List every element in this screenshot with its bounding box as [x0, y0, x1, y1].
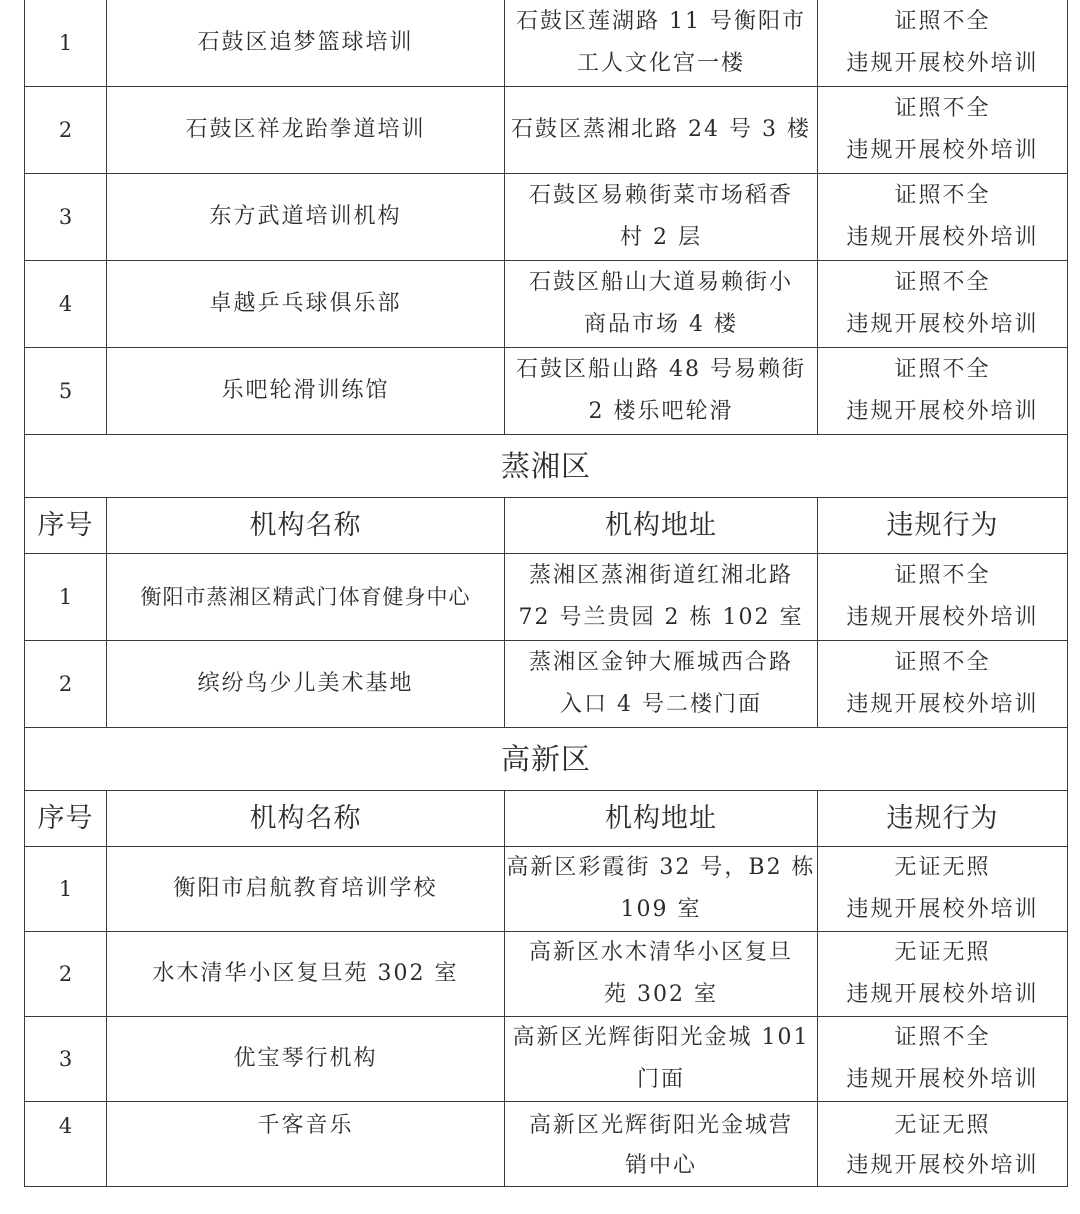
institution-name: 衡阳市启航教育培训学校: [107, 847, 505, 932]
violation-behavior: [818, 1102, 1068, 1187]
institution-name: 缤纷鸟少儿美术基地: [107, 641, 505, 728]
violation-line: 证照不全: [894, 650, 991, 675]
table-row: [25, 1102, 1068, 1187]
violation-line: 证照不全: [894, 9, 991, 34]
violation-line: 证照不全: [894, 563, 991, 588]
institution-address: [505, 554, 818, 641]
row-number: 2: [25, 932, 107, 1017]
violation-table: [24, 0, 1067, 1187]
row-number: 2: [25, 87, 107, 174]
institution-name: 东方武道培训机构: [107, 174, 505, 261]
row-number: 2: [25, 641, 107, 728]
address-line: 入口 4 号二楼门面: [560, 692, 762, 717]
violation-behavior: [818, 87, 1068, 174]
section-title-row: [25, 728, 1068, 791]
institution-address: [505, 174, 818, 261]
institution-address: [505, 0, 818, 87]
address-line: 石鼓区莲湖路 11 号衡阳市: [516, 9, 806, 34]
violation-line: 无证无照: [894, 855, 991, 880]
shigu-table: [24, 0, 1068, 1187]
table-row: [25, 932, 1068, 1017]
table-row: [25, 847, 1068, 932]
institution-name: 水木清华小区复旦苑 302 室: [107, 932, 505, 1017]
institution-address: [505, 932, 818, 1017]
violation-line: 违规开展校外培训: [846, 138, 1039, 163]
violation-behavior: [818, 174, 1068, 261]
column-header-row: [25, 498, 1068, 554]
violation-line: 证照不全: [894, 1025, 991, 1050]
address-line: 销中心: [624, 1153, 697, 1178]
table-row: [25, 554, 1068, 641]
address-line: 石鼓区船山路 48 号易赖街: [516, 357, 806, 382]
table-row: [25, 1017, 1068, 1102]
header-violation: 违规行为: [818, 498, 1068, 554]
institution-address: [505, 1102, 818, 1187]
violation-line: 无证无照: [894, 940, 991, 965]
row-number: 1: [25, 847, 107, 932]
table-row: [25, 261, 1068, 348]
violation-line: 违规开展校外培训: [846, 692, 1039, 717]
violation-line: 证照不全: [894, 357, 991, 382]
violation-line: 违规开展校外培训: [846, 399, 1039, 424]
institution-name: 乐吧轮滑训练馆: [107, 348, 505, 435]
institution-address: [505, 261, 818, 348]
address-line: 村 2 层: [620, 225, 702, 250]
table-row: [25, 174, 1068, 261]
address-line: 109 室: [620, 897, 702, 922]
section-title-row: [25, 435, 1068, 498]
violation-line: 违规开展校外培训: [846, 312, 1039, 337]
violation-behavior: [818, 261, 1068, 348]
institution-name: 千客音乐: [107, 1102, 505, 1187]
row-number: 5: [25, 348, 107, 435]
address-line: 高新区彩霞街 32 号，B2 栋: [506, 855, 816, 880]
violation-behavior: [818, 348, 1068, 435]
violation-behavior: [818, 847, 1068, 932]
institution-address: [505, 847, 818, 932]
row-number: 1: [25, 0, 107, 87]
violation-line: 违规开展校外培训: [846, 982, 1039, 1007]
institution-address: [505, 1017, 818, 1102]
header-violation: 违规行为: [818, 791, 1068, 847]
address-line: 石鼓区船山大道易赖街小: [528, 270, 793, 295]
section-title: 蒸湘区: [25, 435, 1068, 498]
address-line: 72 号兰贵园 2 栋 102 室: [518, 605, 804, 630]
table-row: [25, 641, 1068, 728]
violation-line: 证照不全: [894, 96, 991, 121]
header-number: 序号: [25, 498, 107, 554]
institution-name: 卓越乒乓球俱乐部: [107, 261, 505, 348]
row-number: 3: [25, 174, 107, 261]
institution-name: 衡阳市蒸湘区精武门体育健身中心: [107, 554, 505, 641]
column-header-row: [25, 791, 1068, 847]
address-line: 石鼓区蒸湘北路 24 号 3 楼: [511, 117, 811, 142]
row-number: 4: [25, 1102, 107, 1187]
header-name: 机构名称: [107, 791, 505, 847]
violation-line: 违规开展校外培训: [846, 605, 1039, 630]
institution-name: 优宝琴行机构: [107, 1017, 505, 1102]
violation-line: 违规开展校外培训: [846, 897, 1039, 922]
violation-behavior: [818, 0, 1068, 87]
violation-behavior: [818, 554, 1068, 641]
institution-name: 石鼓区追梦篮球培训: [107, 0, 505, 87]
violation-line: 无证无照: [894, 1113, 991, 1138]
violation-behavior: [818, 1017, 1068, 1102]
institution-address: [505, 348, 818, 435]
violation-behavior: [818, 932, 1068, 1017]
header-address: 机构地址: [505, 791, 818, 847]
violation-line: 违规开展校外培训: [846, 1153, 1039, 1178]
address-line: 2 楼乐吧轮滑: [588, 399, 734, 424]
address-line: 高新区水木清华小区复旦: [528, 940, 793, 965]
violation-line: 违规开展校外培训: [846, 51, 1039, 76]
address-line: 商品市场 4 楼: [584, 312, 738, 337]
header-address: 机构地址: [505, 498, 818, 554]
address-line: 苑 302 室: [604, 982, 718, 1007]
address-line: 蒸湘区蒸湘街道红湘北路: [528, 563, 793, 588]
address-line: 高新区光辉街阳光金城营: [528, 1113, 793, 1138]
address-line: 高新区光辉街阳光金城 101: [512, 1025, 810, 1050]
violation-line: 违规开展校外培训: [846, 225, 1039, 250]
violation-behavior: [818, 641, 1068, 728]
violation-line: 证照不全: [894, 270, 991, 295]
address-line: 工人文化宫一楼: [576, 51, 745, 76]
table-row: [25, 87, 1068, 174]
table-row: [25, 0, 1068, 87]
row-number: 3: [25, 1017, 107, 1102]
institution-address: [505, 641, 818, 728]
address-line: 石鼓区易赖街菜市场稻香: [528, 183, 793, 208]
row-number: 4: [25, 261, 107, 348]
violation-line: 违规开展校外培训: [846, 1067, 1039, 1092]
header-number: 序号: [25, 791, 107, 847]
institution-name: 石鼓区祥龙跆拳道培训: [107, 87, 505, 174]
header-name: 机构名称: [107, 498, 505, 554]
institution-address: [505, 87, 818, 174]
row-number: 1: [25, 554, 107, 641]
address-line: 蒸湘区金钟大雁城西合路: [528, 650, 793, 675]
section-title: 高新区: [25, 728, 1068, 791]
violation-line: 证照不全: [894, 183, 991, 208]
address-line: 门面: [636, 1067, 685, 1092]
table-row: [25, 348, 1068, 435]
